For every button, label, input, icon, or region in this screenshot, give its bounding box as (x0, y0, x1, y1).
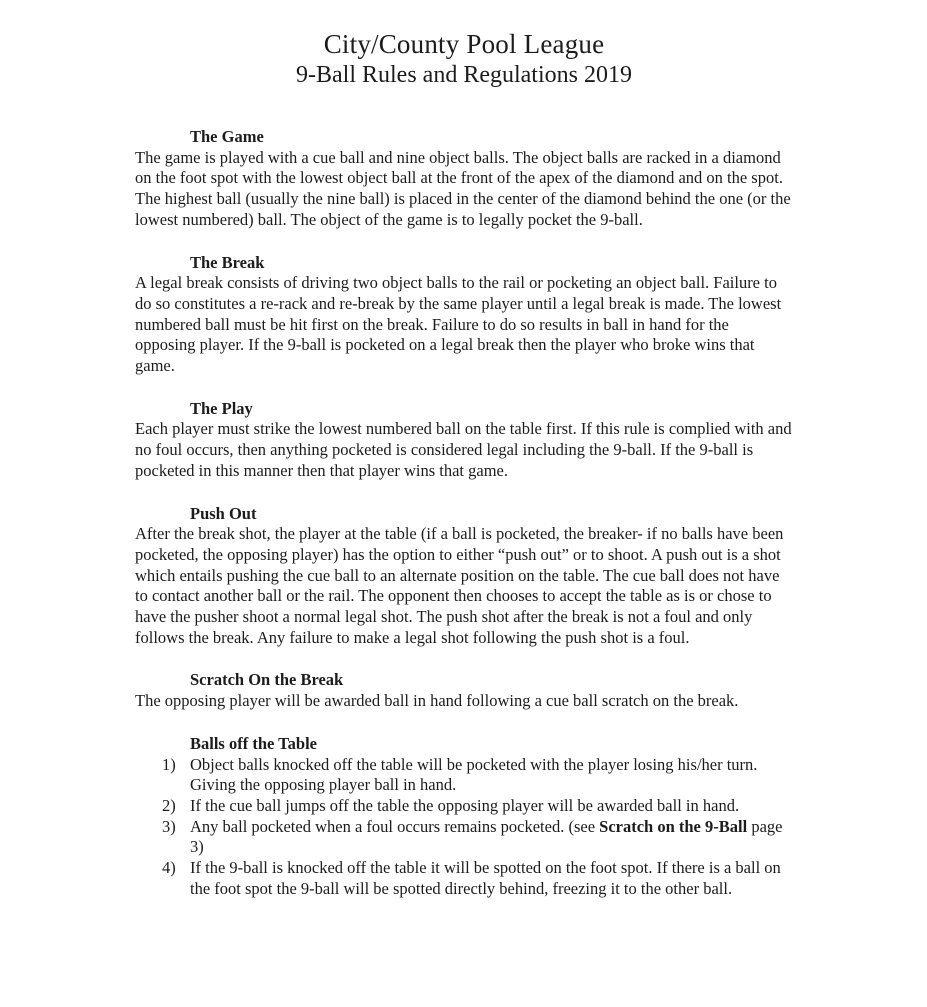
section-heading-the-break: The Break (190, 252, 265, 272)
section-heading-balls-off-the-table: Balls off the Table (190, 733, 317, 753)
document-title: City/County Pool League (323, 29, 605, 59)
list-item-text (190, 817, 793, 858)
list-item-text-before: Any ball pocketed when a foul occurs remains pocketed. (see (190, 816, 600, 836)
section-the-play (135, 399, 793, 482)
section-scratch-on-the-break (135, 670, 793, 711)
list-item (135, 755, 793, 796)
document-subtitle: 9-Ball Rules and Regulations 2019 (296, 62, 632, 88)
list-item-number: 2) (162, 795, 176, 815)
section-the-game (135, 127, 793, 231)
section-body-push-out: After the break shot, the player at the table (if a ball is pocketed, the breaker- if no balls have been pocketed, the opposing player) has the option to either “push out” or to shoot. A push out is a shot which entails pushing the cue ball to an alternate position on the table. The cue ball does not have to contact another ball or the rail. The opponent then chooses to accept the table as is or chose to have the pusher shoot a normal legal shot. The push shot after the break is not a foul and only follows the break. Any failure to make a legal shot following the push shot is a foul. (135, 524, 784, 647)
cross-reference-bold: Scratch on the 9-Ball (599, 816, 748, 836)
section-heading-push-out: Push Out (190, 503, 257, 523)
section-heading-the-play: The Play (190, 398, 253, 418)
list-item-text-after: page 3) (190, 816, 783, 857)
list-item-text: If the 9-ball is knocked off the table it will be spotted on the foot spot. If there is a ball on the foot spot the 9-ball will be spotted directly behind, freezing it to the other ball. (190, 858, 781, 898)
document-body (135, 127, 793, 900)
section-body-the-game: The game is played with a cue ball and nine object balls. The object balls are racked in a diamond on the foot spot with the lowest object ball at the front of the apex of the diamond and on the spot. The highest ball (usually the nine ball) is placed in the center of the diamond behind the one (or the lowest numbered) ball. The object of the game is to legally pocket the 9-ball. (135, 147, 791, 229)
list-item (135, 817, 793, 858)
balls-off-table-list (135, 755, 793, 900)
section-body-the-break: A legal break consists of driving two object balls to the rail or pocketing an object ball. Failure to do so constitutes a re-rack and re-break by the same player until a legal break is made. The lowest numbered ball must be hit first on the break. Failure to do so results in ball in hand for the opposing player. If the 9-ball is pocketed on a legal break then the player who broke wins that game. (135, 273, 782, 376)
section-heading-scratch-on-the-break: Scratch On the Break (190, 670, 344, 690)
section-heading-the-game: The Game (190, 127, 264, 146)
section-balls-off-the-table (135, 734, 793, 900)
section-body-scratch-on-the-break: The opposing player will be awarded ball in hand following a cue ball scratch on the break. (135, 691, 739, 711)
section-push-out (135, 504, 793, 649)
list-item (135, 796, 793, 817)
list-item-text: If the cue ball jumps off the table the opposing player will be awarded ball in hand. (190, 795, 740, 815)
section-the-break (135, 253, 793, 377)
section-body-the-play: Each player must strike the lowest numbered ball on the table first. If this rule is complied with and no foul occurs, then anything pocketed is considered legal including the 9-ball. If the 9-ball is pocketed in this manner then that player wins that game. (135, 419, 792, 480)
list-item-number: 1) (162, 754, 176, 774)
list-item-text: Object balls knocked off the table will be pocketed with the player losing his/her turn. Giving the opposing player ball in hand. (190, 754, 758, 795)
list-item (135, 858, 793, 899)
list-item-number: 3) (162, 816, 176, 836)
list-item-number: 4) (162, 858, 176, 878)
